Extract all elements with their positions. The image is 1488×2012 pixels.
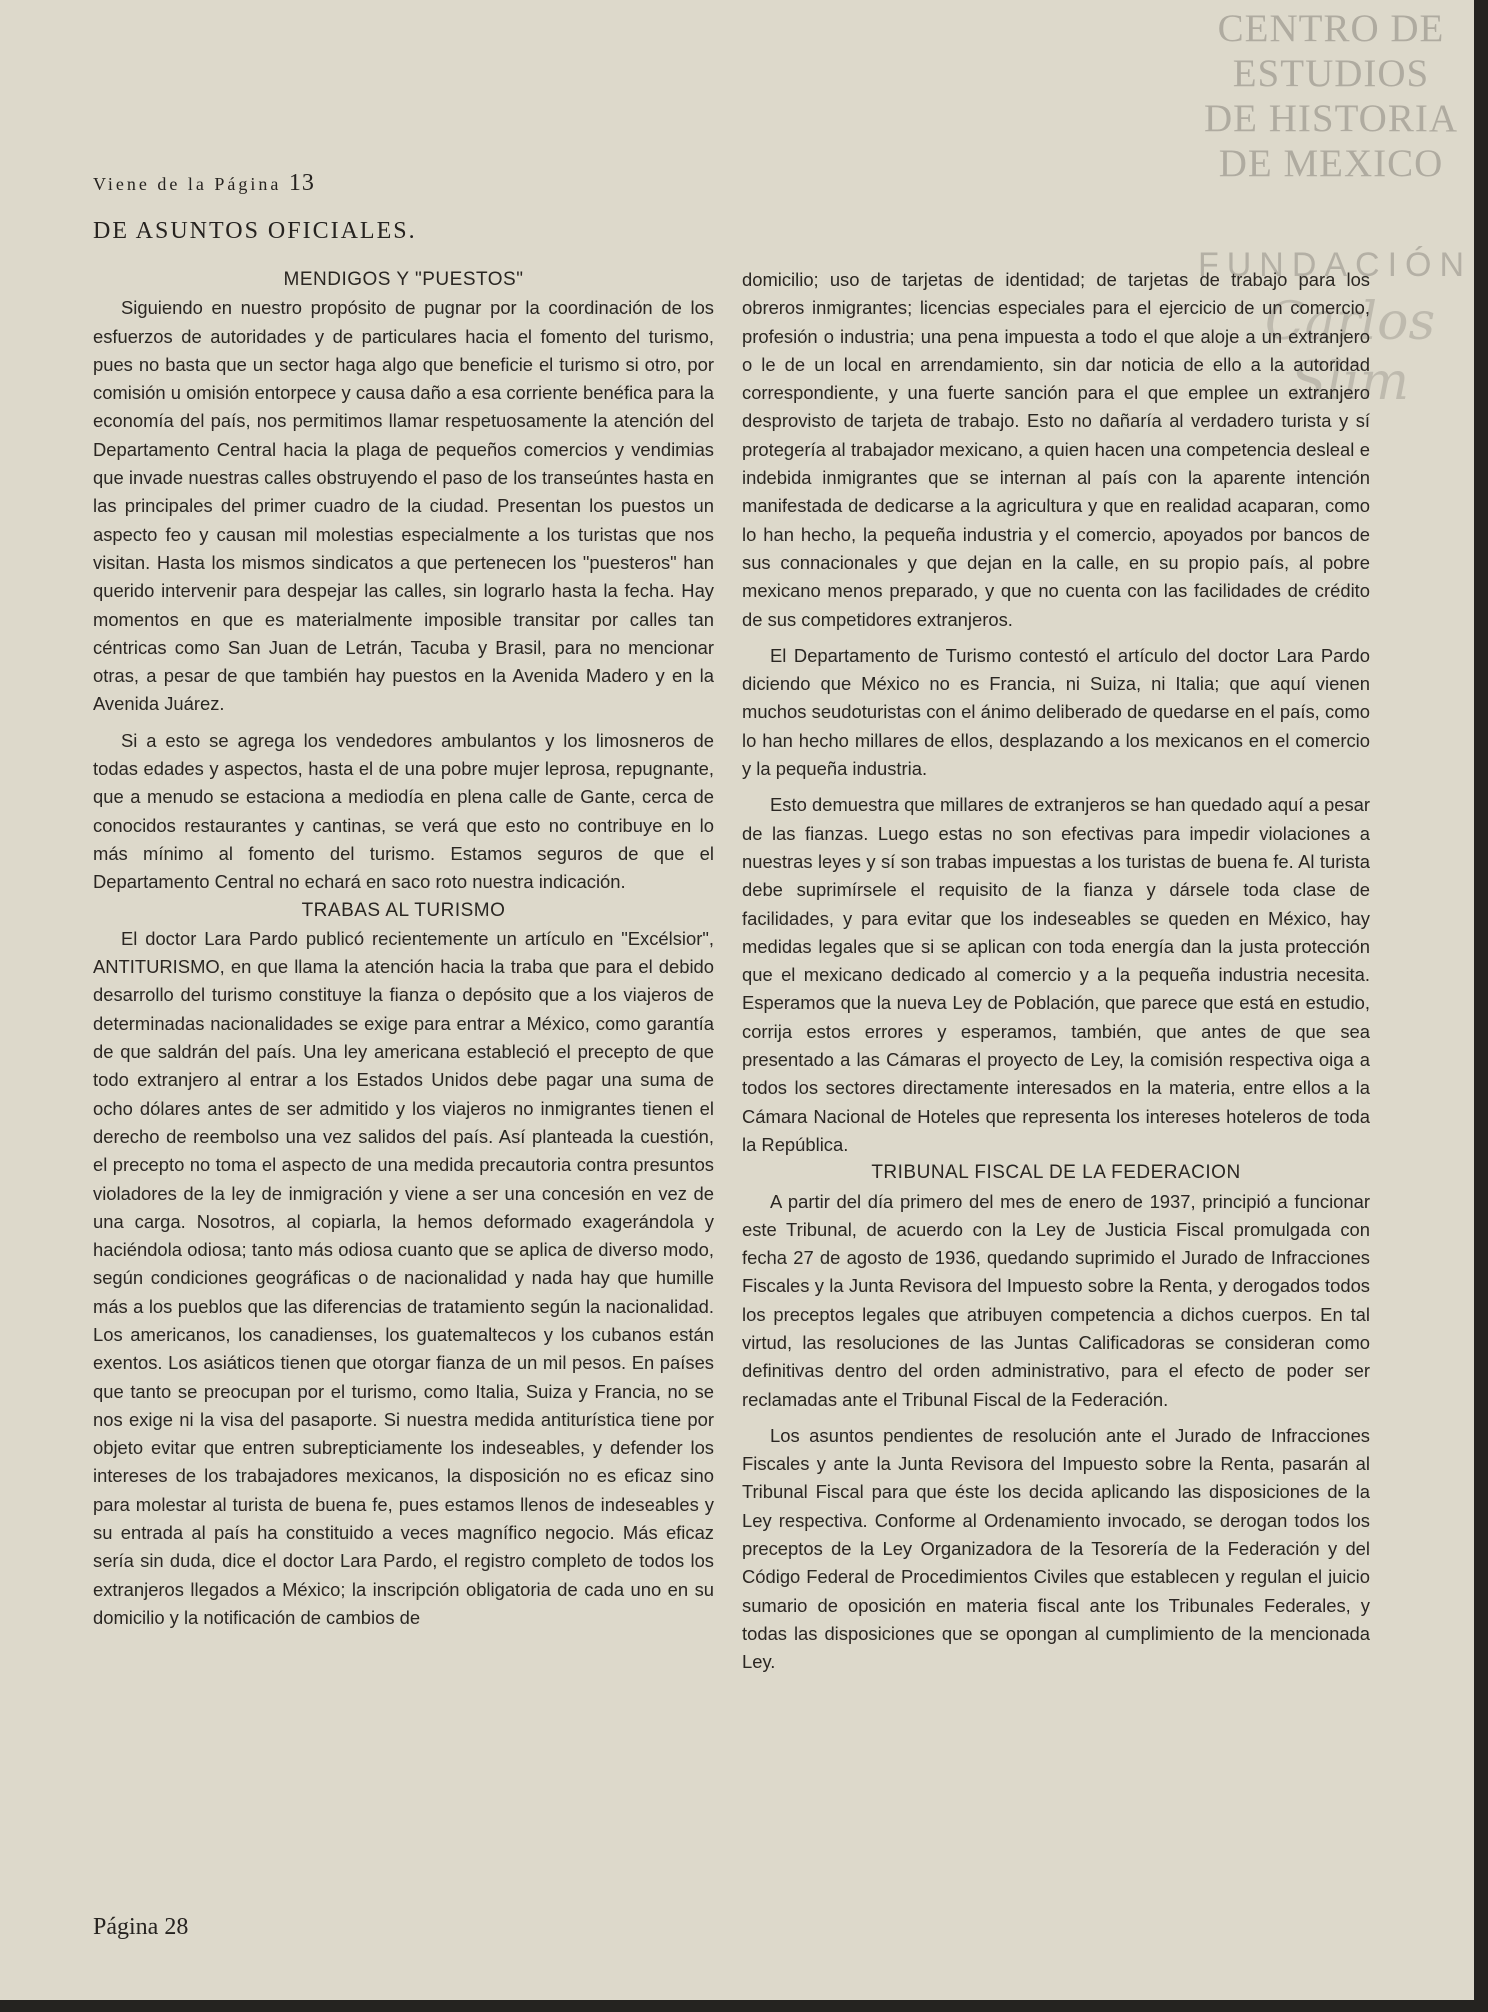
watermark-line: CENTRO DE — [1217, 7, 1445, 50]
right-column — [742, 266, 1370, 1677]
watermark-foundation: FUNDACIÓN — [1197, 246, 1473, 284]
archive-watermark — [1186, 6, 1476, 186]
heading-trabas: TRABAS AL TURISMO — [301, 899, 506, 921]
paragraph: Siguiendo en nuestro propósito de pugnar por la coordinación de los esfuerzos de autoridades y de particulares hacia el fomento del turismo, pues no basta que un sector haga algo que beneficie el turismo si otro, por comisión u omisión entorpece y causa daño a esa corriente benéfica para la economía del país, nos permitimos llamar respetuosamente la atención del Departamento Central hacia la plaga de pequeños comercios y vendimias que invade nuestras calles obstruyendo el paso de los transeúntes hasta en las principales del primer cuadro de la ciudad. Presentan los puestos un aspecto feo y causan mil molestias especialmente a los turistas que nos visitan. Hasta los mismos sindicatos a que pertenecen los "puesteros" han querido intervenir para despejar las calles, sin lograrlo hasta la fecha. Hay momentos en que es materialmente imposible transitar por calles tan céntricas como San Juan de Letrán, Tacuba y Brasil, para no mencionar otras, a pesar de que también hay puestos en la Avenida Madero y en la Avenida Juárez. — [93, 297, 714, 715]
section-title: DE ASUNTOS OFICIALES. — [93, 218, 417, 244]
paragraph: A partir del día primero del mes de enero de 1937, principió a funcionar este Tribunal, de acuerdo con la Ley de Justicia Fiscal promulgada con fecha 27 de agosto de 1936, quedando suprimido el Jurado de Infracciones Fiscales y la Junta Revisora del Impuesto sobre la Renta, y derogados todos los preceptos legales que atribuyen competencia a dichos cuerpos. En tal virtud, las resoluciones de las Juntas Calificadoras se consideran como definitivas dentro del orden administrativo, para el efecto de poder ser reclamadas ante el Tribunal Fiscal de la Federación. — [742, 1190, 1370, 1410]
heading-tribunal: TRIBUNAL FISCAL DE LA FEDERACION — [871, 1162, 1241, 1184]
paragraph: domicilio; uso de tarjetas de identidad; de tarjetas de trabajo para los obreros inmigrantes; licencias especiales para el ejercicio de un comercio, profesión o industria; una pena impuesta a todo el que aloje a un extranjero o le de un local en arrendamiento, sin dar noticia de ello a la autoridad correspondiente, y una fuerte sanción para el que emplee un extranjero desprovisto de tarjeta de trabajo. Esto no dañaría al verdadero turista y sí protegería al trabajador mexicano, a quien hacen una competencia desleal e indebida inmigrantes que se internan al país con la aparente intención manifestada de dedicarse a la agricultura y que en realidad acaparan, como lo han hecho, la pequeña industria y el comercio, apoyados por bancos de sus connacionales y que dejan en la calle, en su propio país, al pobre mexicano menos preparado, y que no cuenta con las facilidades de crédito de sus competidores extranjeros. — [742, 269, 1370, 630]
watermark-line: DE HISTORIA — [1203, 97, 1459, 140]
paragraph: El Departamento de Turismo contestó el artículo del doctor Lara Pardo diciendo que México no es Francia, ni Suiza, ni Italia; que aquí vienen muchos seudoturistas con el ánimo deliberado de quedarse en el país, como lo han hecho millares de ellos, desplazando a los mexicanos en el comercio y la pequeña industria. — [742, 644, 1370, 780]
continued-page-number: 13 — [288, 170, 315, 196]
paragraph: Los asuntos pendientes de resolución ante el Jurado de Infracciones Fiscales y ante la Junta Revisora del Impuesto sobre la Renta, pasarán al Tribunal Fiscal para que éste los decida aplicando las disposiciones de la Ley respectiva. Conforme al Ordenamiento invocado, se derogan todos los preceptos de la Ley Organizadora de la Tesorería de la Federación y del Código Federal de Procedimientos Civiles que establecen y regulan el juicio sumario de oposición en materia fiscal ante los Tribunales Federales, y todas las disposiciones que se opongan al cumplimiento de la mencionada Ley. — [742, 1424, 1370, 1673]
continued-label: Viene de la Página — [93, 174, 282, 194]
page-number-footer: Página 28 — [93, 1914, 189, 1940]
watermark-line: DE MEXICO — [1218, 142, 1444, 185]
scan-edge-bottom — [0, 2000, 1488, 2012]
scan-edge-right — [1474, 0, 1488, 2012]
left-column — [93, 266, 714, 1632]
watermark-line: ESTUDIOS — [1232, 52, 1430, 95]
continued-from-header — [93, 170, 315, 197]
watermark-signature: Carlos Slim — [1264, 292, 1436, 412]
paragraph: El doctor Lara Pardo publicó recientemente un artículo en "Excélsior", ANTITURISMO, en que llama la atención hacia la traba que para el debido desarrollo del turismo constituye la fianza o depósito que a los viajeros de determinadas nacionalidades se exige para entrar a México, como garantía de que saldrán del país. Una ley americana estableció el precepto de que todo extranjero al entrar a los Estados Unidos debe pagar una suma de ocho dólares antes de ser admitido y los viajeros no inmigrantes tienen el derecho de reembolso una vez salidos del país. Así planteada la cuestión, el precepto no toma el aspecto de una medida precautoria contra presuntos violadores de la ley de inmigración y viene a ser una concesión en vez de una carga. Nosotros, al copiarla, la hemos deformado exagerándola y haciéndola odiosa; tanto más odiosa cuanto que se aplica de diverso modo, según condiciones geográficas o de nacionalidad y nada hay que humille más a los pueblos que las diferencias de tratamiento según la nacionalidad. Los americanos, los canadienses, los guatemaltecos y los cubanos están exentos. Los asiáticos tienen que otorgar fianza de un mil pesos. En países que tanto se preocupan por el turismo, como Italia, Suiza y Francia, no se nos exige ni la visa del pasaporte. Si nuestra medida antiturística tiene por objeto evitar que entren subrepticiamente los indeseables, y defender los intereses de los trabajadores mexicanos, la disposición no es eficaz sino para molestar al turista de buena fe, pues estamos llenos de indeseables y su entrada al país ha constituido a veces magnífico negocio. Más eficaz sería sin duda, dice el doctor Lara Pardo, el registro completo de todos los extranjeros llegados a México; la inscripción obligatoria de cada uno en su domicilio y la notificación de cambios de — [93, 927, 714, 1628]
paragraph: Esto demuestra que millares de extranjeros se han quedado aquí a pesar de las fianzas. Luego estas no son efectivas para impedir violaciones a nuestras leyes y sí son trabas impuestas a los turistas de buena fe. Al turista debe suprimírsele el requisito de la fianza y dársele toda clase de facilidades, y para evitar que los indeseables se queden en México, hay medidas legales que si se aplican con toda energía dan la justa protección que el mexicano dedicado al comercio y a la pequeña industria necesita. Esperamos que la nueva Ley de Población, que parece que está en estudio, corrija estos errores y esperamos, también, que antes de que sea presentado a las Cámaras el proyecto de Ley, la comisión respectiva oiga a todos los sectores directamente interesados en la materia, entre ellos a la Cámara Nacional de Hoteles que representa los intereses hoteleros de toda la República. — [742, 794, 1370, 1155]
heading-mendigos: MENDIGOS Y "PUESTOS" — [283, 269, 524, 290]
paragraph: Si a esto se agrega los vendedores ambulantos y los limosneros de todas edades y aspectos, hasta el de una pobre mujer leprosa, repugnante, que a menudo se estaciona a mediodía en plena calle de Gante, cerca de conocidos restaurantes y cantinas, se verá que esto no contribuye en lo más mínimo al fomento del turismo. Estamos seguros de que el Departamento Central no echará en saco roto nuestra indicación. — [93, 729, 714, 893]
